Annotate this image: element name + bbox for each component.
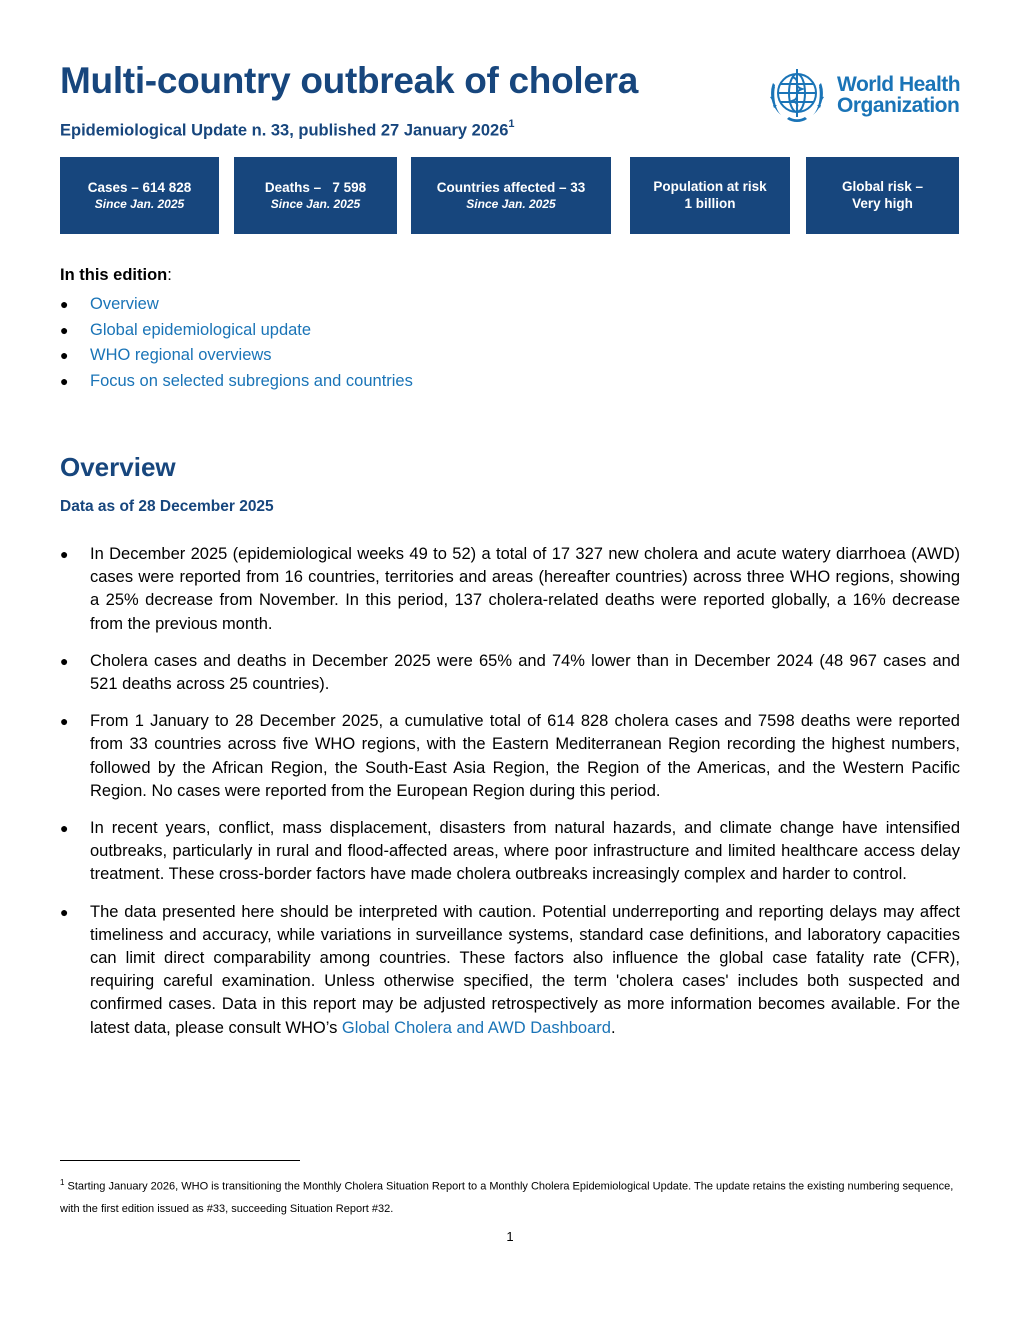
table-of-contents [60,292,413,394]
bullet-text: From 1 January to 28 December 2025, a cumulative total of 614 828 cholera cases and 7598 deaths were reported from 33 countries across five WHO regions, with the Eastern Mediterranean Region recording the highest numbers, followed by the African Region, the South-East Asia Region, the Region of the Americas, and the Western Pacific Region. No cases were reported from the European Region during this period. [90,712,960,800]
bullet-text: In recent years, conflict, mass displacement, disasters from natural hazards, and climate change have intensified outbreaks, particularly in rural and flood-affected areas, where poor infrastructure and limited healthcare access delay treatment. These cross-border factors have made cholera outbreaks increasingly complex and harder to control. [90,819,960,884]
document-title: Multi-country outbreak of cholera [60,60,639,101]
list-item [60,543,960,636]
bullet-icon: ● [60,903,69,920]
kpi-countries [411,157,611,234]
edition-colon: : [167,266,172,284]
bullet-text: The data presented here should be interpreted with caution. Potential underreporting and reporting delays may affect timeliness and accuracy, while variations in surveillance systems, standard case definitions, and laboratory capacities can limit direct comparability among countries. These factors also influence the global case fatality rate (CFR), requiring careful examination. Unless otherwise specified, the term 'cholera cases' includes both suspected and confirmed cases. Data in this report may be adjusted retrospectively as more information becomes available. For the latest data, please consult WHO’s [90,902,960,1037]
kpi-risk-label: Global risk – [841,179,924,194]
kpi-population-label: Population at risk [653,179,767,194]
who-emblem-icon [765,63,829,127]
kpi-cases [60,157,219,234]
toc-item [60,343,413,369]
edition-heading [60,266,172,285]
footnote-ref[interactable]: 1 [508,118,515,130]
kpi-population-value: 1 billion [684,196,736,211]
footnote [60,1172,960,1220]
bullet-end: . [610,1018,616,1037]
list-item [60,901,960,1040]
bullet-icon: ● [60,713,69,730]
kpi-cases-value: Cases – 614 828 [87,179,192,195]
bullet-icon: ● [60,296,69,312]
data-as-of: Data as of 28 December 2025 [60,498,274,515]
list-item [60,710,960,803]
footnote-divider [60,1160,300,1161]
bullet-icon: ● [60,652,69,669]
subtitle-text: Epidemiological Update n. 33, published 27 January 2026 [60,121,509,140]
bullet-text: Cholera cases and deaths in December 2025 were 65% and 74% lower than in December 2024 (48 967 cases and 521 deaths across 25 countries). [90,651,960,694]
list-item [60,817,960,887]
who-logo [765,63,965,127]
dashboard-link[interactable]: Global Cholera and AWD Dashboard [341,1018,611,1037]
toc-link-regional-overviews[interactable]: WHO regional overviews [90,346,272,364]
edition-label: In this edition [60,266,168,284]
kpi-risk-value: Very high [852,196,913,211]
toc-item [60,369,413,395]
who-wordmark [837,74,960,116]
bullet-icon: ● [60,820,69,837]
toc-item [60,292,413,318]
list-item [60,650,960,696]
kpi-deaths-period: Since Jan. 2025 [270,196,361,211]
bullet-icon: ● [60,321,69,338]
who-wordmark-line1: World Health [837,73,961,96]
bullet-text: In December 2025 (epidemiological weeks 49 to 52) a total of 17 327 new cholera and acute watery diarrhoea (AWD) cases were reported from 16 countries, territories and areas (hereafter countries) across three WHO regions, showing a 25% decrease from November. In this period, 137 cholera-related deaths were reported globally, a 16% decrease from the previous month. [90,545,960,633]
bullet-icon: ● [60,347,69,363]
footnote-text: Starting January 2026, WHO is transitioning the Monthly Cholera Situation Report to a Monthly Cholera Epidemiological Update. The update retains the existing numbering sequence, with the first edition issued as #33, succeeding Situation Report #32. [60,1180,954,1215]
bullet-icon: ● [60,372,69,389]
kpi-countries-value: Countries affected – 33 [436,179,586,195]
kpi-countries-period: Since Jan. 2025 [466,196,556,211]
kpi-deaths-value: Deaths – 7 598 [264,179,367,195]
kpi-cases-period: Since Jan. 2025 [94,196,185,211]
overview-bullets [60,543,960,1054]
who-wordmark-line2: Organization [837,94,960,117]
footnote-marker: 1 [60,1178,65,1187]
kpi-deaths [234,157,397,234]
toc-link-global-update[interactable]: Global epidemiological update [90,320,312,339]
kpi-global-risk [806,157,959,234]
toc-link-focus-subregions[interactable]: Focus on selected subregions and countries [90,371,413,390]
toc-item [60,318,413,344]
bullet-icon: ● [60,546,69,562]
kpi-population [630,157,790,234]
document-subtitle [60,120,515,141]
page-number: 1 [506,1229,514,1244]
section-heading-overview: Overview [60,452,176,482]
toc-link-overview[interactable]: Overview [90,295,159,313]
